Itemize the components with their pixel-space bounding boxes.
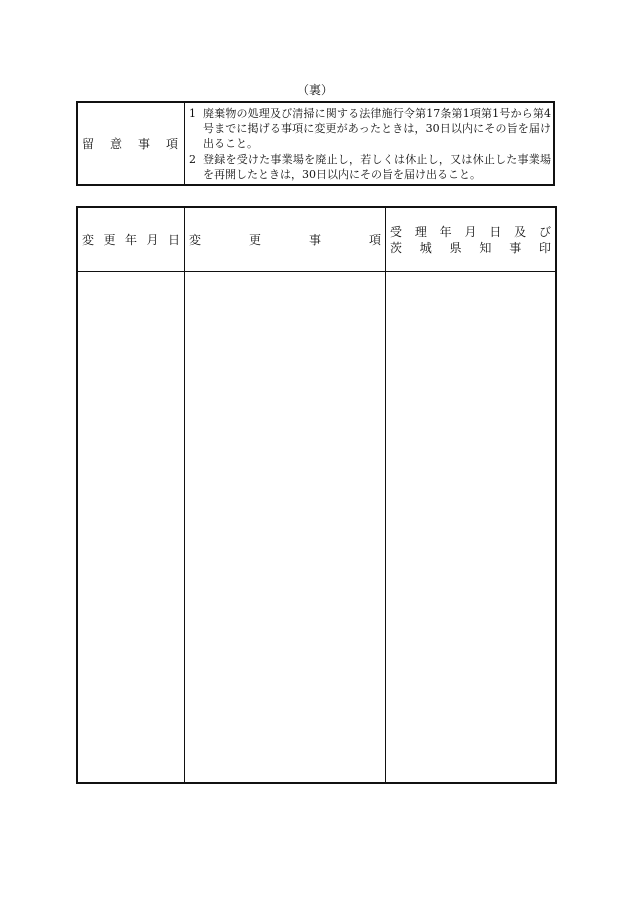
cell-change-date[interactable] <box>78 272 185 782</box>
header-char: 印 <box>538 240 551 255</box>
note-text: 廃棄物の処理及び清掃に関する法律施行令第17条第1項第1号から第4号までに掲げる事項に変更があったときは，30日以内にその旨を届け出ること。 <box>203 107 551 150</box>
header-char: 年 <box>124 233 137 247</box>
header-char: 県 <box>449 240 462 255</box>
note-number: 1 <box>189 107 196 120</box>
notes-body <box>185 103 553 184</box>
header-char: 日 <box>167 233 180 247</box>
notes-label-char: 意 <box>109 137 122 151</box>
header-change-date-text <box>82 231 180 248</box>
header-char: 及 <box>514 224 527 239</box>
header-char: 年 <box>439 224 452 239</box>
change-record-table <box>76 206 557 784</box>
header-change-items-text <box>189 231 381 248</box>
header-char: 月 <box>146 233 159 247</box>
notes-table <box>76 101 555 186</box>
header-char: 事 <box>509 240 522 255</box>
header-receipt-seal <box>386 208 555 271</box>
header-char: 項 <box>368 233 381 247</box>
notes-label <box>78 103 185 184</box>
change-table-body <box>78 272 555 782</box>
header-char: 受 <box>390 224 403 239</box>
header-change-items <box>185 208 386 271</box>
header-char: 変 <box>189 233 202 247</box>
page-side-label: （裏） <box>296 83 333 97</box>
header-char: 日 <box>489 224 502 239</box>
header-char: 城 <box>419 240 432 255</box>
cell-receipt-seal[interactable] <box>386 272 555 782</box>
change-table-header <box>78 208 555 272</box>
notes-label-char: 項 <box>165 137 178 151</box>
header-char: 知 <box>479 240 492 255</box>
header-char: 事 <box>308 233 321 247</box>
header-char: 更 <box>103 233 116 247</box>
header-char: び <box>538 224 551 239</box>
header-char: 月 <box>464 224 477 239</box>
header-receipt-line2 <box>390 240 551 256</box>
note-text: 登録を受けた事業場を廃止し，若しくは休止し，又は休止した事業場を再開したときは，30日以内にその旨を届け出ること。 <box>203 153 551 181</box>
header-char: 更 <box>248 233 261 247</box>
header-change-date <box>78 208 185 271</box>
note-item <box>189 106 551 151</box>
note-item <box>189 152 551 182</box>
notes-label-char: 留 <box>82 137 95 151</box>
header-char: 茨 <box>390 240 403 255</box>
header-char: 変 <box>82 233 95 247</box>
note-number: 2 <box>189 153 196 166</box>
cell-change-items[interactable] <box>185 272 386 782</box>
header-char: 理 <box>414 224 427 239</box>
header-receipt-line1 <box>390 224 551 240</box>
notes-label-char: 事 <box>137 137 150 151</box>
